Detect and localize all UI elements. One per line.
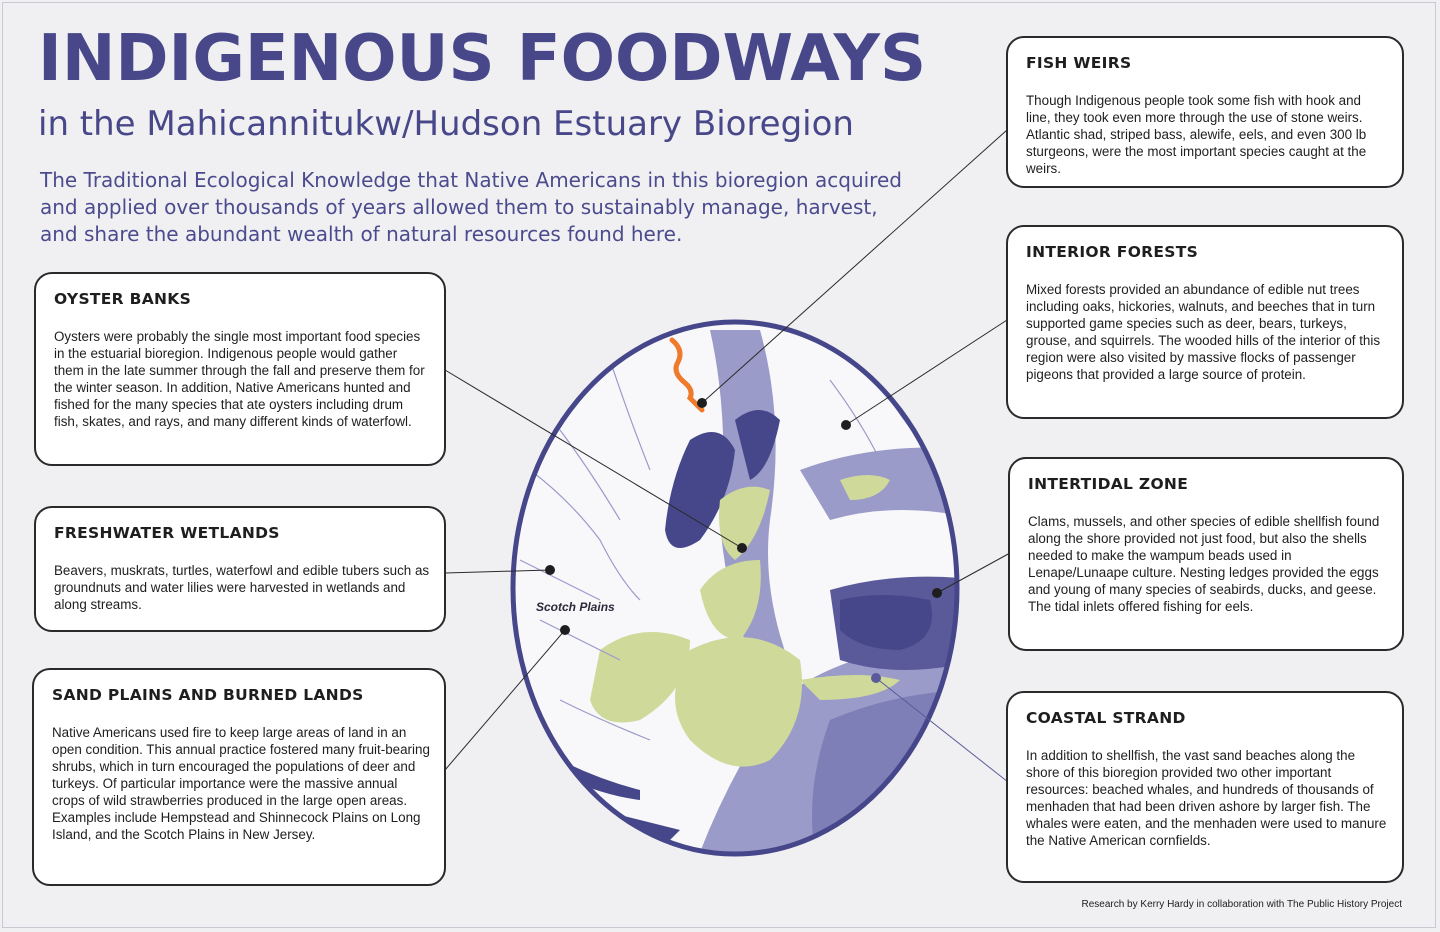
wetlands-marker <box>545 565 555 575</box>
coastal-strand-text: In addition to shellfish, the vast sand beaches along the shore of this bioregion provided two other important resources: beached whales, and hundreds of thousands of menhaden that had been driven ashore by larger fish. The whales were eaten, and the menhaden were used to manure the Native American cornfields. <box>1026 748 1387 848</box>
oyster-banks-title: OYSTER BANKS <box>54 290 192 308</box>
coastal-strand-title: COASTAL STRAND <box>1026 709 1186 727</box>
sand-plains-text: Native Americans used fire to keep large areas of land in an open condition. This annual practice fostered many fruit-bearing shrubs, which in turn encouraged the populations of deer and turkeys. Of particular importance were the massive annual crops of wild strawberries produced in the large open areas. Examples include Hempstead and Shinnecock Plains on Long Island, and the Scotch Plains in New Jersey. <box>52 725 430 842</box>
sand-marker <box>560 625 570 635</box>
intertidal-zone-box <box>1008 457 1404 651</box>
coastal-line <box>876 678 1008 782</box>
page-subtitle: in the Mahicannitukw/Hudson Estuary Bioregion <box>38 104 854 144</box>
interior-forests-title: INTERIOR FORESTS <box>1026 243 1199 261</box>
oyster-banks-box <box>34 272 446 466</box>
fish-weirs-box <box>1006 36 1404 188</box>
interior-forests-text: Mixed forests provided an abundance of edible nut trees including oaks, hickories, walnuts, and beeches that in turn supported game species such as deer, bears, turkeys, grouse, and squirrels. The wooded hills of the interior of this region were also visited by massive flocks of passenger pigeons that provided a large source of protein. <box>1026 282 1381 382</box>
weirs-line <box>702 130 1007 403</box>
oyster-line <box>445 370 742 548</box>
page-title: INDIGENOUS FOODWAYS <box>38 22 927 96</box>
oyster-marker <box>737 543 747 553</box>
fish-weirs-text: Though Indigenous people took some fish with hook and line, they took even more through the use of stone weirs. Atlantic shad, striped bass, alewife, eels, and even 300 lb sturgeons, were the most important species caught at the weirs. <box>1026 93 1367 176</box>
coastal-marker <box>871 673 881 683</box>
freshwater-wetlands-text: Beavers, muskrats, turtles, waterfowl and edible tubers such as groundnuts and water lilies were harvested in wetlands and along streams. <box>54 563 430 612</box>
coastal-strand-box <box>1006 691 1404 883</box>
forests-line <box>846 320 1007 425</box>
intertidal-zone-text: Clams, mussels, and other species of edible shellfish found along the shore provided not just food, but also the shells needed to make the wampum beads used in Lenape/Lunaape culture. Nesting ledges provided the eggs and young of many species of seabirds, ducks, and geese. The tidal inlets offered fishing for eels. <box>1028 514 1380 614</box>
place-label: Scotch Plains <box>536 600 615 614</box>
fish-weirs-title: FISH WEIRS <box>1026 54 1132 72</box>
oyster-banks-text: Oysters were probably the single most important food species in the estuarial bioregion. Indigenous people would gather them in the late summer through the fall and preserve them for the winter season. In addition, Native Americans hunted and fished for the many species that ate oysters including drum fish, skates, and rays, and many different kinds of waterfowl. <box>54 329 425 429</box>
intro-text: The Traditional Ecological Knowledge that Native Americans in this bioregion acquired and applied over thousands of years allowed them to sustainably manage, harvest, and share the abundant wealth of natural resources found here. <box>40 168 902 246</box>
sand-plains-title: SAND PLAINS AND BURNED LANDS <box>52 686 364 704</box>
credit-text: Research by Kerry Hardy in collaboration with The Public History Project <box>1081 899 1402 910</box>
intertidal-line <box>937 553 1010 593</box>
freshwater-wetlands-title: FRESHWATER WETLANDS <box>54 524 280 542</box>
intertidal-marker <box>932 588 942 598</box>
sand-line <box>445 630 565 770</box>
sand-plains-box <box>32 668 446 886</box>
intertidal-zone-title: INTERTIDAL ZONE <box>1028 475 1189 493</box>
wetlands-line <box>445 570 550 573</box>
freshwater-wetlands-box <box>34 506 446 632</box>
weirs-marker <box>697 398 707 408</box>
interior-forests-box <box>1006 225 1404 419</box>
forests-marker <box>841 420 851 430</box>
